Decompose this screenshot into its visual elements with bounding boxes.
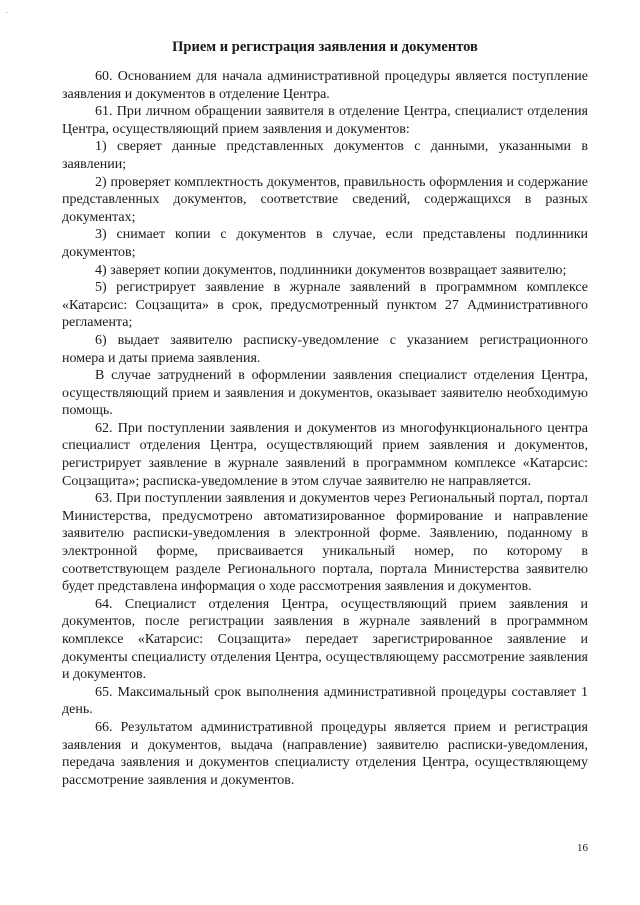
section-title: Прием и регистрация заявления и документов (172, 39, 478, 55)
list-item-6: 6) выдает заявителю расписку-уведомление с указанием регистрационного номера и даты приема заявления. (62, 332, 588, 366)
paragraph-assistance: В случае затруднений в оформлении заявления специалист отделения Центра, осуществляющий прием и заявления и документов, оказывает заявителю необходимую помощь. (62, 368, 588, 419)
paragraph-60: 60. Основанием для начала административной процедуры является поступление заявления и документов в отделение Центра. (62, 69, 588, 102)
scan-speck (6, 12, 7, 13)
list-item-1: 1) сверяет данные представленных документов с данными, указанными в заявлении; (62, 139, 588, 172)
document-body (62, 68, 588, 789)
paragraph-65: 65. Максимальный срок выполнения административной процедуры составляет 1 день. (62, 684, 588, 718)
list-item-3: 3) снимает копии с документов в случае, если представлены подлинники документов; (62, 227, 588, 260)
list-item-4: 4) заверяет копии документов, подлинники документов возвращает заявителю; (95, 262, 567, 278)
list-item-5: 5) регистрирует заявление в журнале заявлений в программном комплексе «Катарсис: Соцзащита» в срок, предусмотренный пунктом 27 Административного регламента; (62, 280, 588, 331)
paragraph-64: 64. Специалист отделения Центра, осуществляющий прием заявления и документов, после регистрации заявления в журнале заявлений в программном комплексе «Катарсис: Соцзащита» передает зарегистрированное заявление и документы специалисту отделения Центра, осуществляющему рассмотрение заявления и документов. (62, 596, 588, 683)
paragraph-62: 62. При поступлении заявления и документов из многофункционального центра специалист отделения Центра, осуществляющий прием заявления и документов, регистрирует заявление в журнале заявлений в программном комплексе «Катарсис: Соцзащита»; расписка-уведомление в этом случае заявителю не направляется. (62, 420, 588, 489)
paragraph-66: 66. Результатом административной процедуры является прием и регистрация заявления и документов, выдача (направление) заявителю расписки-уведомления, передача заявления и документов специалисту отделения Центра, осуществляющему рассмотрение заявления и документов. (62, 719, 588, 788)
page-number: 16 (577, 842, 588, 854)
list-item-2: 2) проверяет комплектность документов, правильность оформления и содержание представленных документов, соответствие сведений, содержащихся в разных документах; (62, 174, 588, 225)
paragraph-63: 63. При поступлении заявления и документов через Региональный портал, портал Министерства, предусмотрено автоматизированное формирование и направление заявителю расписки-уведомления в электронной форме. Заявлению, поданному в электронной форме, присваивается уникальный номер, по которому в соответствующем разделе Регионального портала, портала Министерства заявителю будет представлена информация о ходе рассмотрения заявления и документов. (62, 491, 588, 595)
paragraph-61: 61. При личном обращении заявителя в отделение Центра, специалист отделения Центра, осуществляющий прием заявления и документов: (62, 104, 588, 137)
